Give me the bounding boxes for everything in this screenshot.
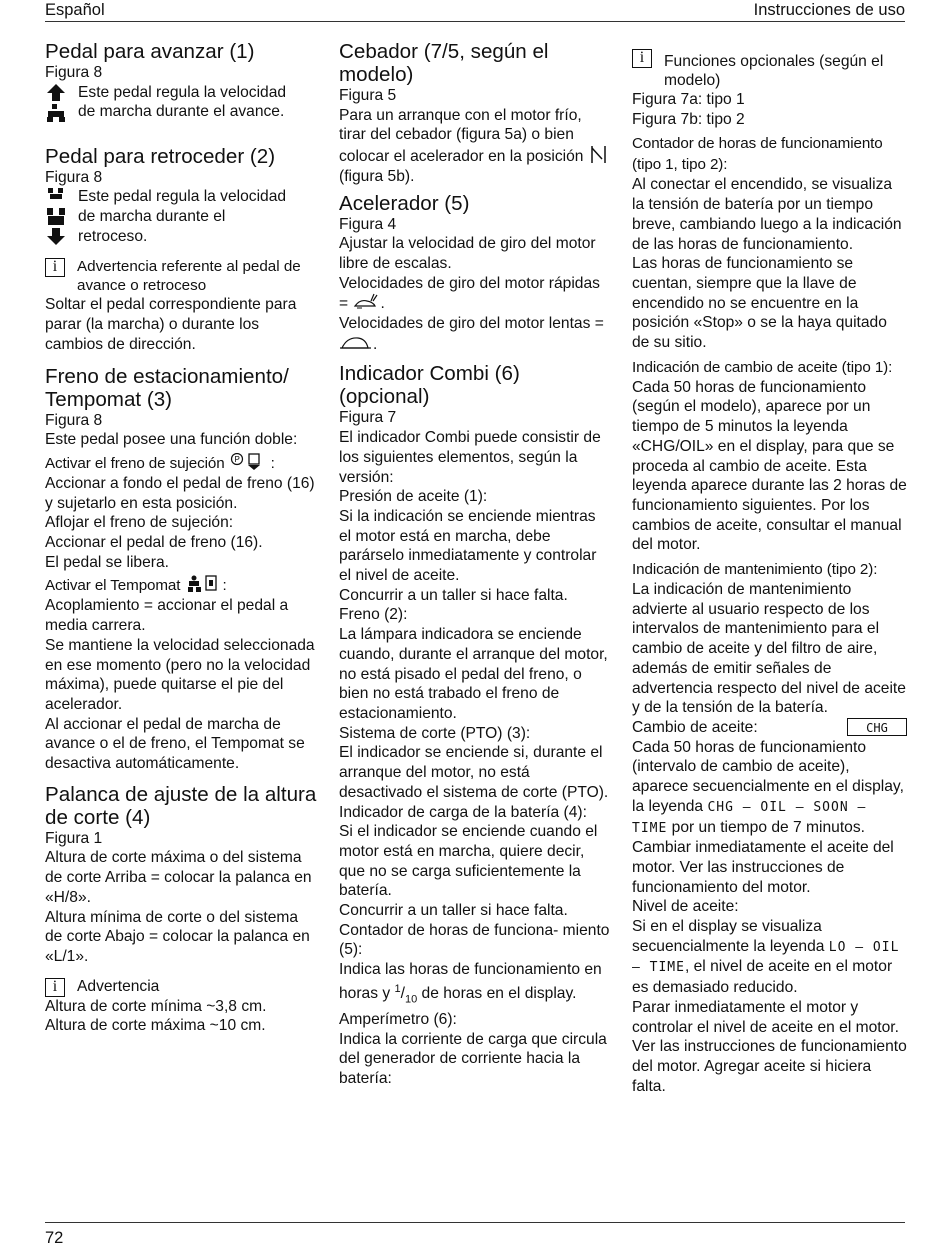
paragraph-text: (figura 5b). <box>339 167 415 185</box>
paragraph-text: Velocidades de giro del motor lentas = <box>339 315 604 333</box>
item-label: Contador de horas de funciona- miento (5): <box>339 921 610 959</box>
pedal-forward-text-1: Este pedal regula la velocidad <box>78 83 287 101</box>
item-label: Freno (2): <box>339 606 408 624</box>
pedal-reverse-icon <box>45 187 78 247</box>
parking-brake-icon <box>229 453 271 471</box>
item-label <box>632 718 907 738</box>
paragraph-text: Si en el display se visualiza secuencialmente la leyenda <box>632 918 825 955</box>
note-text: Altura de corte mínima ~3,8 cm. <box>45 997 267 1015</box>
subheading: Activar el freno de sujeción P : <box>45 454 275 472</box>
header-document-title: Instrucciones de uso <box>753 1 905 19</box>
pedal-forward-icon <box>45 83 78 123</box>
paragraph: Accionar a fondo el pedal de freno (16) y sujetarlo en esta posición. <box>45 474 315 512</box>
tempomat-icon <box>185 575 223 593</box>
paragraph: Las horas de funcionamiento se cuentan, siempre que la llave de encendido no se encuentre en la posición «Stop» o se la haya quitado de su sitio. <box>632 255 887 352</box>
page-number: 72 <box>45 1229 64 1247</box>
choke-icon <box>588 145 610 164</box>
section-title: Palanca de ajuste de la altura de corte (4) <box>45 782 317 829</box>
subheading-text: Activar el freno de sujeción <box>45 454 225 472</box>
pedal-reverse-block <box>45 187 317 247</box>
section-title: Indicador Combi (6) (opcional) <box>339 362 520 409</box>
heading-text: Funciones opcionales (según el modelo) <box>664 53 884 89</box>
paragraph <box>632 917 907 998</box>
paragraph <box>632 738 907 839</box>
rabbit-icon <box>352 293 380 311</box>
paragraph-text: por un tiempo de 7 minutos. <box>671 818 865 836</box>
paragraph: Indica la corriente de carga que circula del generador de corriente hacia la batería: <box>339 1030 607 1087</box>
optional-functions-heading <box>632 48 907 90</box>
paragraph-text: Velocidades de giro del motor rápidas = <box>339 274 600 313</box>
figure-ref: Figura 7 <box>339 409 397 427</box>
paragraph-text: de horas en el display. <box>421 985 577 1003</box>
paragraph: Acoplamiento = accionar el pedal a media carrera. <box>45 597 289 635</box>
pedal-forward-block <box>45 83 317 123</box>
paragraph: Este pedal posee una función doble: <box>45 431 298 449</box>
paragraph: Si la indicación se enciende mientras el motor está en marcha, debe parárselo inmediatamente y controlar el nivel de aceite. <box>339 507 597 585</box>
figure-ref: Figura 5 <box>339 87 397 104</box>
info-icon: i <box>632 49 652 68</box>
note-text: Altura de corte máxima ~10 cm. <box>45 1017 266 1035</box>
paragraph: Si el indicador se enciende cuando el motor está en marcha, quiere decir, que no se carga suficientemente la batería. <box>339 823 598 900</box>
figure-ref: Figura 1 <box>45 829 103 847</box>
figure-ref: Figura 8 <box>45 411 103 429</box>
pedal-reverse-text-2: de marcha durante el <box>78 208 226 226</box>
paragraph: Concurrir a un taller si hace falta. <box>339 586 568 604</box>
paragraph: Al accionar el pedal de marcha de avance o el de freno, el Tempomat se desactiva automáticamente. <box>45 715 305 773</box>
info-icon: i <box>45 978 65 997</box>
lcd-legend: LO – OIL – TIME <box>632 939 900 976</box>
paragraph: El indicador se enciende si, durante el arranque del motor, no está desactivado el sistema de corte (PTO). <box>339 744 609 801</box>
paragraph: La lámpara indicadora se enciende cuando, durante el arranque del motor, no está pisado el pedal del freno, o bien no está trabado el freno de estacionamiento. <box>339 626 608 722</box>
turtle-icon <box>339 334 373 352</box>
note-title: Advertencia referente al pedal de avance o retroceso <box>77 258 301 295</box>
info-icon: i <box>45 258 65 277</box>
paragraph: Concurrir a un taller si hace falta. <box>339 902 568 920</box>
fraction-numerator: 1 <box>394 982 401 995</box>
subheading: Indicación de mantenimiento (tipo 2): <box>632 561 878 579</box>
subheading: Indicación de cambio de aceite (tipo 1): <box>632 358 893 376</box>
note-text: Soltar el pedal correspondiente para parar (la marcha) o durante los cambios de dirección. <box>45 296 297 353</box>
paragraph: Cambiar inmediatamente el aceite del motor. Ver las instrucciones de funcionamiento del motor. <box>632 839 894 896</box>
item-label: Nivel de aceite: <box>632 898 739 916</box>
item-label: Indicador de carga de la batería (4): <box>339 803 587 821</box>
subheading: Activar el Tempomat : <box>45 577 227 595</box>
note-title: Advertencia <box>77 977 160 995</box>
figure-ref: Figura 7a: tipo 1 <box>632 91 745 108</box>
svg-text:P: P <box>234 454 240 464</box>
paragraph: Velocidades de giro del motor rápidas = . <box>339 274 600 313</box>
paragraph: La indicación de mantenimiento advierte al usuario respecto de los intervalos de mantenimiento para el cambio de aceite y del filtro de aire, además de emitir señales de advertencia respecto del nivel de aceite y de la tensión de la batería. <box>632 581 906 717</box>
paragraph: Indica las horas de funcionamiento en horas y $^1/_{10}$ de horas en el display. <box>339 961 602 1006</box>
header-rule <box>45 21 905 22</box>
column-3 <box>632 40 907 1096</box>
paragraph-text: , el nivel de aceite en el motor es demasiado reducido. <box>632 958 893 997</box>
lcd-legend: CHG – OIL – SOON – TIME <box>632 799 867 836</box>
section-title: Freno de estacionamiento/ Tempomat (3) <box>45 364 289 411</box>
paragraph: Accionar el pedal de freno (16). <box>45 534 263 552</box>
figure-ref: Figura 7b: tipo 2 <box>632 110 745 128</box>
section-title: Acelerador (5) <box>339 191 470 215</box>
section-title: Pedal para avanzar (1) <box>45 40 255 63</box>
paragraph-text: Para un arranque con el motor frío, tirar del cebador (figura 5a) o bien colocar el acelerador en la posición <box>339 106 584 166</box>
subheading: Contador de horas de funcionamiento (tipo 1, tipo 2): <box>632 135 883 174</box>
paragraph: Se mantiene la velocidad seleccionada en ese momento (pero no la velocidad máxima), puede quitarse el pie del acelerador. <box>45 636 315 713</box>
paragraph: Velocidades de giro del motor lentas = . <box>339 315 604 353</box>
header-language: Español <box>45 1 105 19</box>
column-1 <box>45 40 317 1036</box>
column-2 <box>339 40 611 1089</box>
paragraph-text: Indica las horas de funcionamiento en horas y <box>339 961 602 1003</box>
paragraph: Altura mínima de corte o del sistema de corte Abajo = colocar la palanca en «L/1». <box>45 908 310 965</box>
paragraph: Aflojar el freno de sujeción: <box>45 514 234 532</box>
paragraph: El pedal se libera. <box>45 553 169 571</box>
section-title: Cebador (7/5, según el modelo) <box>339 40 549 86</box>
figure-ref: Figura 8 <box>45 64 103 81</box>
paragraph: Cada 50 horas de funcionamiento (según el modelo), aparece por un tiempo de 5 minutos la leyenda «CHG/OIL» en el display, para que se proceda al cambio de aceite. Esta leyenda aparece durante las 2 horas de funcionamiento siguientes. Por los cambios de aceite, consultar el manual del motor. <box>632 378 907 554</box>
pedal-reverse-text-3: retroceso. <box>78 227 148 245</box>
page-header <box>45 0 905 22</box>
item-label: Amperímetro (6): <box>339 1010 457 1028</box>
fraction-denominator: 10 <box>404 993 418 1006</box>
subheading-text: Activar el Tempomat <box>45 577 181 595</box>
figure-ref: Figura 4 <box>339 215 397 233</box>
pedal-reverse-text-1: Este pedal regula la velocidad <box>78 188 287 206</box>
item-label: Presión de aceite (1): <box>339 488 488 506</box>
pedal-forward-text-2: de marcha durante el avance. <box>78 103 285 121</box>
oil-change-display-icon: CHG <box>847 718 907 736</box>
paragraph-text: Cada 50 horas de funcionamiento (intervalo de cambio de aceite), aparece secuencialmente en el display, la leyenda <box>632 738 904 815</box>
footer-rule <box>45 1222 905 1223</box>
note-cut-height <box>45 977 317 997</box>
paragraph: Altura de corte máxima o del sistema de corte Arriba = colocar la palanca en «H/8». <box>45 849 312 906</box>
paragraph <box>339 106 611 187</box>
note-pedal <box>45 257 317 295</box>
paragraph: Al conectar el encendido, se visualiza la tensión de batería por un tiempo breve, cambiando luego a la indicación de las horas de funcionamiento. <box>632 176 902 253</box>
oil-change-label: Cambio de aceite: <box>632 718 758 736</box>
section-title: Pedal para retroceder (2) <box>45 144 276 168</box>
item-label: Sistema de corte (PTO) (3): <box>339 724 531 742</box>
paragraph: Parar inmediatamente el motor y controlar el nivel de aceite en el motor. Ver las instrucciones de funcionamiento del motor. Agregar aceite si hiciera falta. <box>632 998 907 1095</box>
figure-ref: Figura 8 <box>45 168 103 186</box>
paragraph: Ajustar la velocidad de giro del motor libre de escalas. <box>339 235 596 272</box>
paragraph: El indicador Combi puede consistir de los siguientes elementos, según la versión: <box>339 429 601 486</box>
